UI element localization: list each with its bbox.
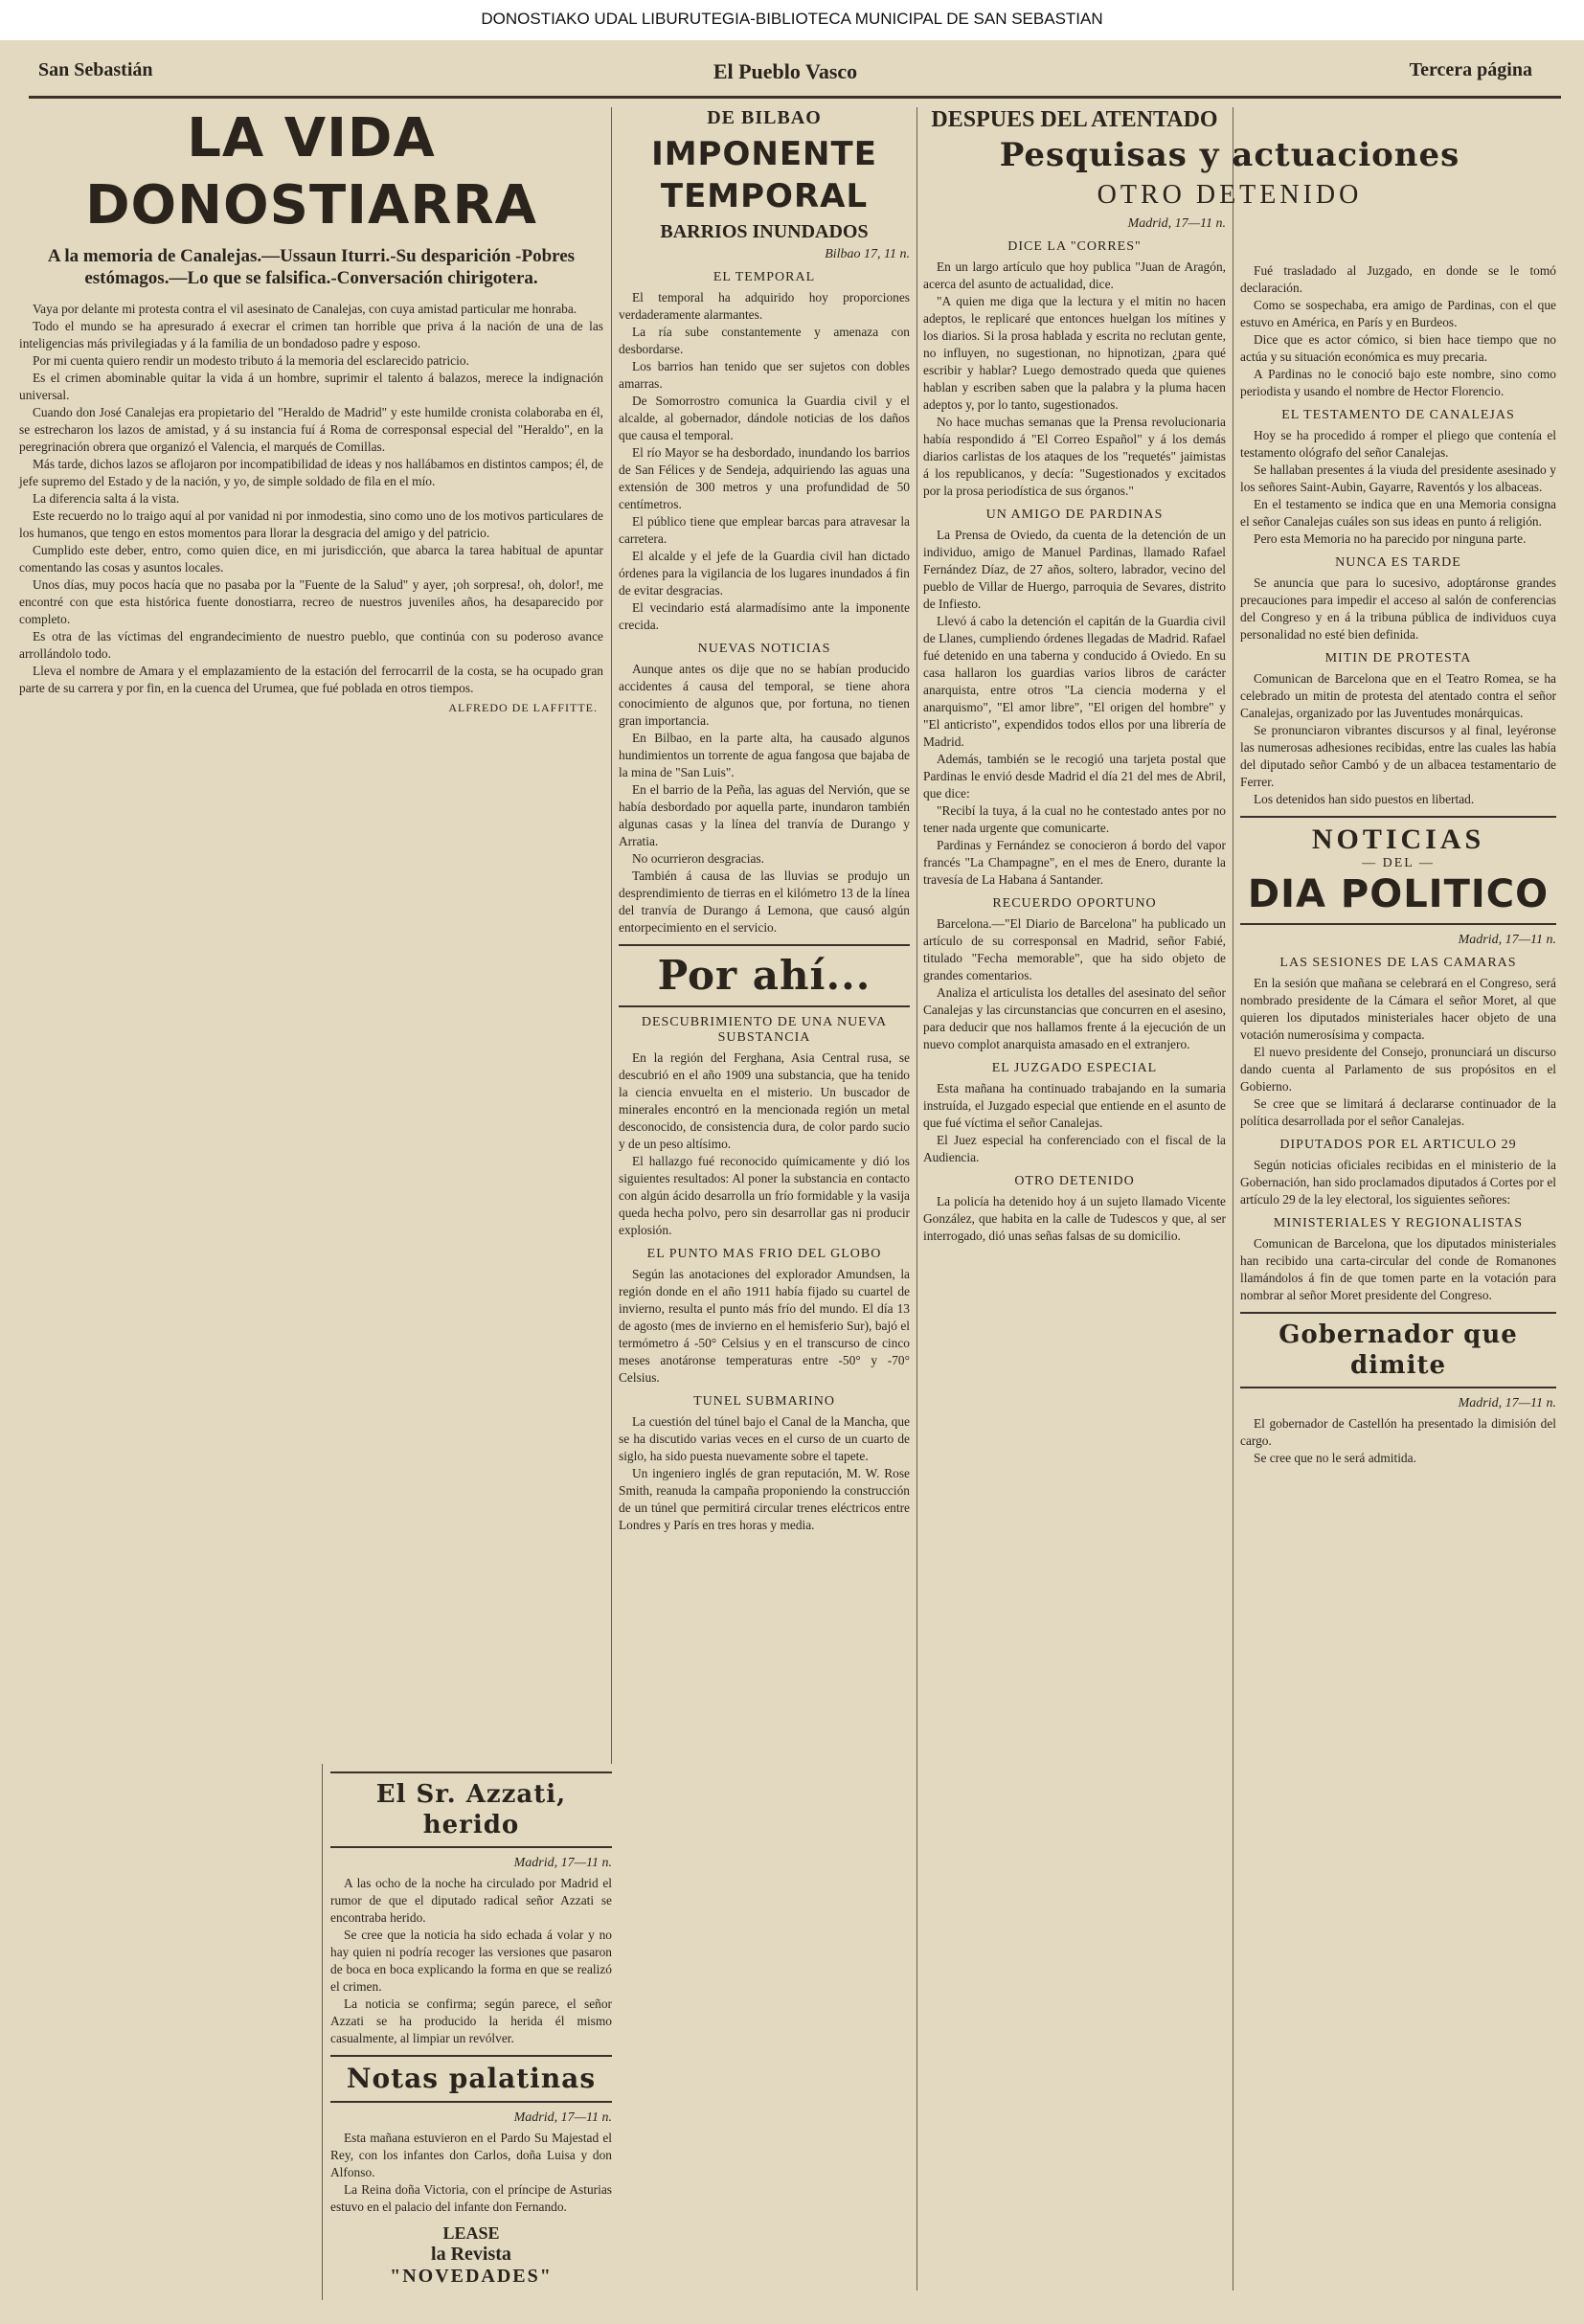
paragraph: Cumplido este deber, entro, como quien dice, en mi jurisdicción, que abarca la tarea habitual de apuntar comentando las cosas y asuntos locales. (19, 543, 603, 575)
headline-notas-palatinas: Notas palatinas (346, 2063, 597, 2094)
advert-novedades (330, 2223, 612, 2288)
paragraph: Todo el mundo se ha apresurado á execrar el crimen tan horrible que priva á la nación de una de las inteligencias más privilegiadas y á la familia de un bondadoso padre y esposo. (19, 319, 603, 350)
column-short-notes (322, 1764, 612, 2300)
por-ahi-box (619, 944, 910, 1007)
section-title: TUNEL SUBMARINO (693, 1394, 835, 1409)
paragraph: Según noticias oficiales recibidas en el ministerio de la Gobernación, han sido proclamados diputados á Cortes por el artículo 29 de la ley electoral, los siguientes señores: (1240, 1158, 1556, 1207)
paragraph: El nuevo presidente del Consejo, pronunciará un discurso dando cuenta al Parlamento de sus propósitos en el Gobierno. (1240, 1045, 1556, 1094)
headline-gobernador: Gobernador que dimite (1279, 1320, 1518, 1380)
section-title: DIPUTADOS POR EL ARTICULO 29 (1279, 1138, 1517, 1152)
paragraph: El público tiene que emplear barcas para atravesar la carretera. (619, 514, 910, 546)
headline-otro-detenido: OTRO DETENIDO (1097, 180, 1363, 210)
advert-line: la Revista (431, 2244, 511, 2265)
paragraph: Además, también se le recogió una tarjeta postal que Pardinas le envió desde Madrid el día 21 del mes de Abril, que dice: (923, 752, 1226, 801)
paragraph: Es el crimen abominable quitar la vida á un hombre, suprimir el talento á balazos, merece la indignación universal. (19, 371, 603, 402)
paragraph: También á causa de las lluvias se produjo un desprendimiento de tierras en el kilómetro 13 de la línea del tranvía de Durango á Lemona, que causó algún entorpecimiento en el servicio. (619, 869, 910, 935)
advert-line: "NOVEDADES" (390, 2266, 553, 2287)
headline-vida-donostiarra: LA VIDA DONOSTIARRA (85, 107, 537, 237)
paragraph: El Juez especial ha conferenciado con el fiscal de la Audiencia. (923, 1133, 1226, 1164)
library-banner: DONOSTIAKO UDAL LIBURUTEGIA-BIBLIOTECA MUNICIPAL DE SAN SEBASTIAN (0, 0, 1584, 38)
paragraph: Este recuerdo no lo traigo aquí al por vanidad ni por inmodestia, sino como uno de los motivos particulares de los humanos, que tengo en estos momentos para llorar la desgracia del amigo y del patricio. (19, 508, 603, 540)
paragraph: Comunican de Barcelona que en el Teatro Romea, se ha celebrado un mitin de protesta del atentado contra el señor Canalejas, organizado por las Juventudes monárquicas. (1240, 671, 1556, 720)
subhead-vida-donostiarra: A la memoria de Canalejas.—Ussaun Iturri.-Su desparición -Pobres estómagos.—Lo que se falsifica.-Conversación chirigotera. (47, 246, 576, 288)
page-label: Tercera página (1409, 59, 1532, 80)
paragraph: Se cree que la noticia ha sido echada á volar y no hay quien ni podría recoger las versiones que pasaron de boca en boca explicando la forma en que se realizó el crimen. (330, 1928, 612, 1994)
headline-noticias: NOTICIAS (1311, 824, 1485, 855)
paragraph: En el barrio de la Peña, las aguas del Nervión, que se había desbordado por aquella parte, inundaron también algunas casas y la línea del tranvía de Durango y Arratia. (619, 782, 910, 848)
paragraph: Analiza el articulista los detalles del asesinato del señor Canalejas y las circunstancias que concurren en el asesino, para deducir que nos hallamos frente á la ejecución de un nuevo complot anarquista amasado en el extranjero. (923, 985, 1226, 1051)
paragraph: Dice que es actor cómico, si bien hace tiempo que no actúa y su situación económica es muy precaria. (1240, 332, 1556, 364)
subhead-barrios: BARRIOS INUNDADOS (660, 221, 869, 242)
newspaper-page (0, 40, 1584, 2324)
notas-box (330, 2055, 612, 2103)
dateline: Madrid, 17—11 n. (513, 1856, 612, 1870)
dateline: Madrid, 17—11 n. (1458, 933, 1556, 947)
section-title: RECUERDO OPORTUNO (992, 896, 1157, 911)
paragraph: La policía ha detenido hoy á un sujeto llamado Vicente González, que habita en la calle de Tudescos y que, al ser interrogado, dió unas señas falsas de su domicilio. (923, 1194, 1226, 1243)
paragraph: Unos días, muy pocos hacía que no pasaba por la "Fuente de la Salud" y ayer, ¡oh sorpresa!, oh, dolor!, me encontré con que esta histórica fuente donostiarra, recreo de nuestros juveniles años, ha desaparecido por completo. (19, 577, 603, 626)
paragraph: El alcalde y el jefe de la Guardia civil han dictado órdenes para la vigilancia de los lugares inundados á fin de evitar desgracias. (619, 549, 910, 598)
section-title: UN AMIGO DE PARDINAS (985, 508, 1164, 522)
paragraph: Esta mañana estuvieron en el Pardo Su Majestad el Rey, con los infantes don Carlos, doña Luisa y don Alfonso. (330, 2131, 612, 2179)
section-title: EL TEMPORAL (713, 270, 816, 284)
paragraph: En la región del Ferghana, Asia Central rusa, se descubrió en el año 1909 una substancia, que ha tenido la ciencia envuelta en el misterio. Un buscador de minerales encontró en la mencionada región un metal desconocido, de consistencia dura, de color pardo sucio y de un peso altísimo. (619, 1050, 910, 1151)
kicker-bilbao: DE BILBAO (707, 107, 822, 128)
headline-azzati: El Sr. Azzati, herido (375, 1780, 567, 1839)
paragraph: Más tarde, dichos lazos se aflojaron por incompatibilidad de ideas y nos hallábamos en distintos campos; él, de jefe supremo del Estado y de la nación, y yo, de simple soldado de fila en el mío. (19, 457, 603, 488)
paragraph: Llevó á cabo la detención el capitán de la Guardia civil de Llanes, cumpliendo órdenes llegadas de Madrid. Rafael fué detenido en una taberna y conducido á Oviedo. En su casa hallaron los guardias varios libros de carácter anarquista, entre otros "La ciencia moderna y el anarquismo", "El amor libre", "El origen del hombre" y "El anticristo", expendidos todos ellos por una librería de Madrid. (923, 614, 1226, 749)
paragraph: No hace muchas semanas que la Prensa revolucionaria había respondido á "El Correo Español" y á los demás diarios carlistas de los ataques de los "requetés" jaimistas á los republicanos, y decía: "Sugestionados y excitados por la prosa periodística de sus órganos." (923, 415, 1226, 498)
headline-pesquisas: Pesquisas y actuaciones (999, 136, 1460, 174)
paragraph: El gobernador de Castellón ha presentado la dimisión del cargo. (1240, 1416, 1556, 1448)
paragraph: Se cree que no le será admitida. (1254, 1451, 1416, 1465)
paragraph: El hallazgo fué reconocido químicamente y dió los siguientes resultados: Al poner la substancia en contacto con algún ácido desarrolla un frío formidable y la vasija queda hecha polvo, pero sin desarrollar gas ni producir explosión. (619, 1154, 910, 1237)
paragraph: Por mi cuenta quiero rendir un modesto tributo á la memoria del esclarecido patricio. (33, 353, 469, 368)
section-title: MITIN DE PROTESTA (1324, 651, 1472, 666)
section-title: NUEVAS NOTICIAS (697, 642, 831, 656)
paragraph: La Prensa de Oviedo, da cuenta de la detención de un individuo, amigo de Manuel Pardinas, llamado Rafael Fernández Díaz, de 27 años, soltero, labrador, vecino del pueblo de Villar de Huergo, parroquia de Sevares, distrito de Infiesto. (923, 528, 1226, 611)
paragraph: Se pronunciaron vibrantes discursos y al final, leyéronse las numerosas adhesiones recibidas, entre las cuales las había del diputado señor Cambó y de un albacea testamentario de Ferrer. (1240, 723, 1556, 789)
paragraph: Vaya por delante mi protesta contra el vil asesinato de Canalejas, con cuya amistad particular me honraba. (33, 302, 577, 316)
section-title: DESCUBRIMIENTO DE UNA NUEVA SUBSTANCIA (641, 1015, 888, 1045)
paragraph: Hoy se ha procedido á romper el pliego que contenía el testamento ológrafo del señor Canalejas. (1240, 428, 1556, 460)
paragraph: Un ingeniero inglés de gran reputación, M. W. Rose Smith, reanuda la campaña proponiendo la construcción de un túnel que permitirá circular trenes eléctricos entre Londres y París en tres horas y media. (619, 1466, 910, 1532)
section-title: MINISTERIALES Y REGIONALISTAS (1273, 1216, 1524, 1230)
paragraph: Comunican de Barcelona, que los diputados ministeriales han recibido una carta-circular del conde de Romanones llamándolos á fin de que tomen parte en la votación para nombrar al señor Moret presidente del Congreso. (1240, 1236, 1556, 1302)
dateline: Madrid, 17—11 n. (1127, 216, 1226, 231)
paragraph: Como se sospechaba, era amigo de Pardinas, con el que estuvo en América, en París y en Burdeos. (1240, 298, 1556, 329)
paragraph: El río Mayor se ha desbordado, inundando los barrios de San Félices y de Sendeja, adquiriendo las aguas una extensión de 300 metros y una profundidad de 50 centímetros. (619, 445, 910, 511)
paragraph: Pero esta Memoria no ha parecido por ninguna parte. (1254, 531, 1527, 546)
paragraph: Barcelona.—"El Diario de Barcelona" ha publicado un artículo de su corresponsal en Madrid, señor Fabié, titulado "Fecha memorable", que ha sido objeto de grandes comentarios. (923, 916, 1226, 982)
section-title: EL PUNTO MAS FRIO DEL GLOBO (646, 1247, 882, 1261)
paragraph: "Recibí la tuya, á la cual no he contestado antes por no tener nada urgente que comunicarte. (923, 803, 1226, 835)
paragraph: En la sesión que mañana se celebrará en el Congreso, será nombrado presidente de la Cámara el señor Moret, al que quieren los diputados ministeriales hacer objeto de una votación numerosísima y compacta. (1240, 976, 1556, 1042)
column-separator (916, 107, 917, 2290)
column-bilbao (619, 105, 910, 2308)
azzati-box (330, 1771, 612, 1848)
paragraph: A las ocho de la noche ha circulado por Madrid el rumor de que el diputado radical señor Azzati se encontraba herido. (330, 1876, 612, 1925)
section-title: LAS SESIONES DE LAS CAMARAS (1279, 956, 1517, 970)
paragraph: La diferencia salta á la vista. (33, 491, 180, 506)
paragraph: Se cree que se limitará á declararse continuador de la política desarrollada por el señor Canalejas. (1240, 1096, 1556, 1128)
advert-line: LEASE (442, 2223, 500, 2243)
section-title: EL JUZGADO ESPECIAL (991, 1061, 1158, 1075)
paragraph: El vecindario está alarmadísimo ante la imponente crecida. (619, 600, 910, 632)
paragraph: En Bilbao, en la parte alta, ha causado algunos hundimientos un torrente de agua fangosa que bajaba de la mina de "San Luis". (619, 731, 910, 779)
gobernador-box (1240, 1312, 1556, 1388)
paragraph: Los barrios han tenido que ser sujetos con dobles amarras. (619, 359, 910, 391)
paragraph: No ocurrieron desgracias. (632, 851, 764, 866)
paragraph: La cuestión del túnel bajo el Canal de la Mancha, que se ha discutido varias veces en el curso de un cuarto de siglo, ha sido puesta nuevamente sobre el tapete. (619, 1414, 910, 1463)
paragraph: El temporal ha adquirido hoy proporciones verdaderamente alarmantes. (619, 290, 910, 322)
dateline: Madrid, 17—11 n. (1458, 1396, 1556, 1410)
headline-dia-politico: DIA POLITICO (1247, 872, 1550, 916)
paragraph: Se anuncia que para lo sucesivo, adoptáronse grandes precauciones para impedir el acceso al salón de conferencias del Congreso y en á la tribuna pública de individuos cuya personalidad no esté bien definida. (1240, 575, 1556, 642)
dateline: Bilbao 17, 11 n. (825, 247, 910, 261)
paragraph: Fué trasladado al Juzgado, en donde se le tomó declaración. (1240, 263, 1556, 295)
dateline: Madrid, 17—11 n. (513, 2110, 612, 2125)
section-title: DICE LA "CORRES" (1007, 239, 1142, 254)
paragraph: En un largo artículo que hoy publica "Juan de Aragón, acerca del asunto de actualidad, dice. (923, 259, 1226, 291)
section-title: OTRO DETENIDO (1014, 1174, 1135, 1188)
dia-politico-box (1240, 816, 1556, 925)
paragraph: Lleva el nombre de Amara y el emplazamiento de la estación del ferrocarril de la costa, se ha ocupado gran parte de su carrera y por fin, en la cuenca del Urumea, que fué poblada en otros tiempos. (19, 664, 603, 695)
paragraph: Pardinas y Fernández se conocieron á bordo del vapor francés "La Champagne", en el mes de Enero, durante la travesía de La Habana á Santander. (923, 838, 1226, 887)
section-title: EL TESTAMENTO DE CANALEJAS (1281, 408, 1515, 422)
headline-temporal: IMPONENTE TEMPORAL (651, 135, 877, 215)
paragraph: La Reina doña Victoria, con el príncipe de Asturias estuvo en el palacio del infante don Fernando. (330, 2182, 612, 2214)
signature: ALFREDO DE LAFFITTE. (448, 701, 598, 714)
paragraph: La ría sube constantemente y amenaza con desbordarse. (619, 325, 910, 356)
column-dia-politico (1240, 262, 1556, 2308)
paragraph: "A quien me diga que la lectura y el mitin no hacen adeptos, le replicaré que entonces huelgan los mítines y los diarios. Si la prosa hablada y escrita no reclutan gente, no influyen, no sugestionan, no hipnotizan, ¿para qué escribir y hablar? Luego demostrado queda que quienes hablan y escriben saben que la palabra y la pluma hacen adeptos y, por lo tanto, sugestionados. (923, 294, 1226, 412)
section-title: NUNCA ES TARDE (1335, 555, 1461, 570)
paragraph: Los detenidos han sido puestos en libertad. (1254, 792, 1475, 806)
paragraph: En el testamento se indica que en una Memoria consigna el señor Canalejas cuáles son sus ideas en punto á religión. (1240, 497, 1556, 529)
paragraph: Es otra de las víctimas del engrandecimiento de nuestro pueblo, que continúa con su poderoso avance arrollándolo todo. (19, 629, 603, 661)
city-name: San Sebastián (38, 59, 153, 80)
paragraph: A Pardinas no le conoció bajo este nombre, sino como periodista y usando el nombre de Hector Florencio. (1240, 367, 1556, 398)
headline-del: — DEL — (1362, 856, 1435, 870)
headline-despues-atentado: DESPUES DEL ATENTADO (931, 107, 1218, 132)
headline-por-ahi: Por ahí... (657, 952, 871, 999)
masthead (38, 59, 1532, 94)
paragraph: Aunque antes os dije que no se habían producido accidentes á causa del temporal, se tiene ahora conocimiento de algunos que, por fortuna, no tienen gran importancia. (619, 662, 910, 728)
paragraph: Según las anotaciones del explorador Amundsen, la región donde en el año 1911 había fijado su cuartel de invierno, resulta el punto más frío del mundo. El día 13 de agosto (mes de invierno en el hemisferio Sur), bajó el termómetro á -50° Celsius y en el transcurso de cinco meses anotáronse temperaturas entre -50° y -70° Celsius. (619, 1267, 910, 1385)
paragraph: Se hallaban presentes á la viuda del presidente asesinado y los señores Saint-Aubin, Gayarre, Raventós y los albaceas. (1240, 463, 1556, 494)
header-rule (29, 96, 1561, 99)
paragraph: Cuando don José Canalejas era propietario del "Heraldo de Madrid" y este humilde cronista colaboraba en él, se estrecharon los lazos de amistad, y á su instancia fuí á Roma de corresponsal especial del "Heraldo", en la peregrinación obrera que organizó el Valencia, el marqués de Comillas. (19, 405, 603, 454)
paper-name: El Pueblo Vasco (713, 59, 858, 83)
paragraph: La noticia se confirma; según parece, el señor Azzati se ha producido la herida él mismo casualmente, al limpiar un revólver. (330, 1997, 612, 2045)
paragraph: De Somorrostro comunica la Guardia civil y el alcalde, al gobernador, dándole noticias de los daños que causa el temporal. (619, 394, 910, 442)
paragraph: Esta mañana ha continuado trabajando en la sumaria instruída, el Juzgado especial que entiende en el asunto de que fué víctima el señor Canalejas. (923, 1081, 1226, 1130)
